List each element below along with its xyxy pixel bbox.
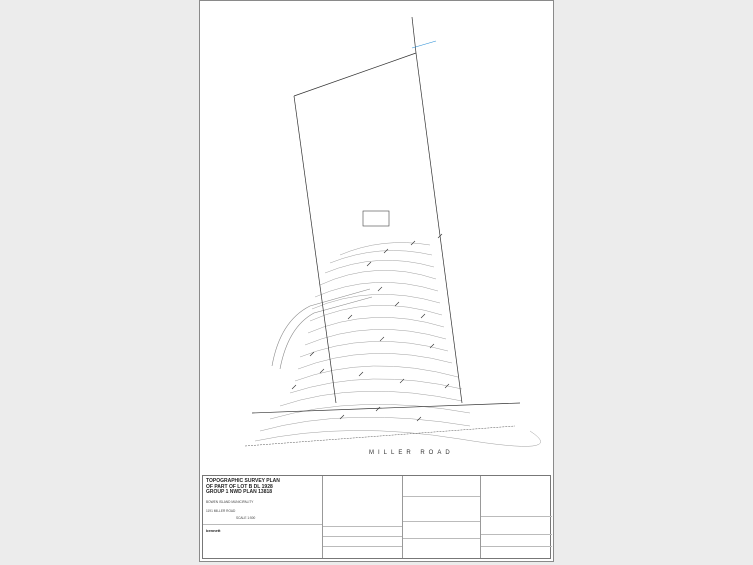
notes-column: [403, 476, 481, 558]
road-name-label: MILLER ROAD: [369, 450, 454, 456]
legend-divider-2: [323, 536, 402, 537]
legend-divider-3: [323, 546, 402, 547]
title-line-3: GROUP 1 NWD PLAN 13818: [206, 489, 273, 495]
tree-symbols: [292, 234, 449, 421]
municipality-label: BOWEN ISLAND MUNICIPALITY: [206, 500, 254, 504]
well-box: [363, 211, 389, 226]
cert-divider-2: [481, 534, 552, 535]
plan-sheet: [199, 0, 554, 562]
title-block: [202, 475, 551, 559]
notes-divider-3: [403, 538, 480, 539]
survey-drawing: [200, 1, 554, 475]
cert-divider: [481, 516, 552, 517]
legend-divider: [323, 526, 402, 527]
title-divider: [203, 524, 322, 525]
plan-title: [206, 479, 280, 496]
cert-divider-3: [481, 546, 552, 547]
notes-divider: [403, 496, 480, 497]
notes-divider-2: [403, 521, 480, 522]
address-label: 1191 MILLER ROAD: [206, 509, 236, 513]
certification-column: [481, 476, 552, 558]
legend-column: [323, 476, 403, 558]
title-column: [203, 476, 323, 558]
title-line-2: OF PART OF LOT B DL 1928: [206, 483, 273, 490]
blue-note-leader: [412, 41, 436, 48]
surveyor-logo: bennett: [206, 528, 221, 533]
title-line-1: TOPOGRAPHIC SURVEY PLAN: [206, 478, 280, 484]
scale-caption: SCALE 1:500: [236, 516, 256, 520]
contour-lines: [255, 243, 541, 447]
easement-line: [245, 426, 515, 446]
